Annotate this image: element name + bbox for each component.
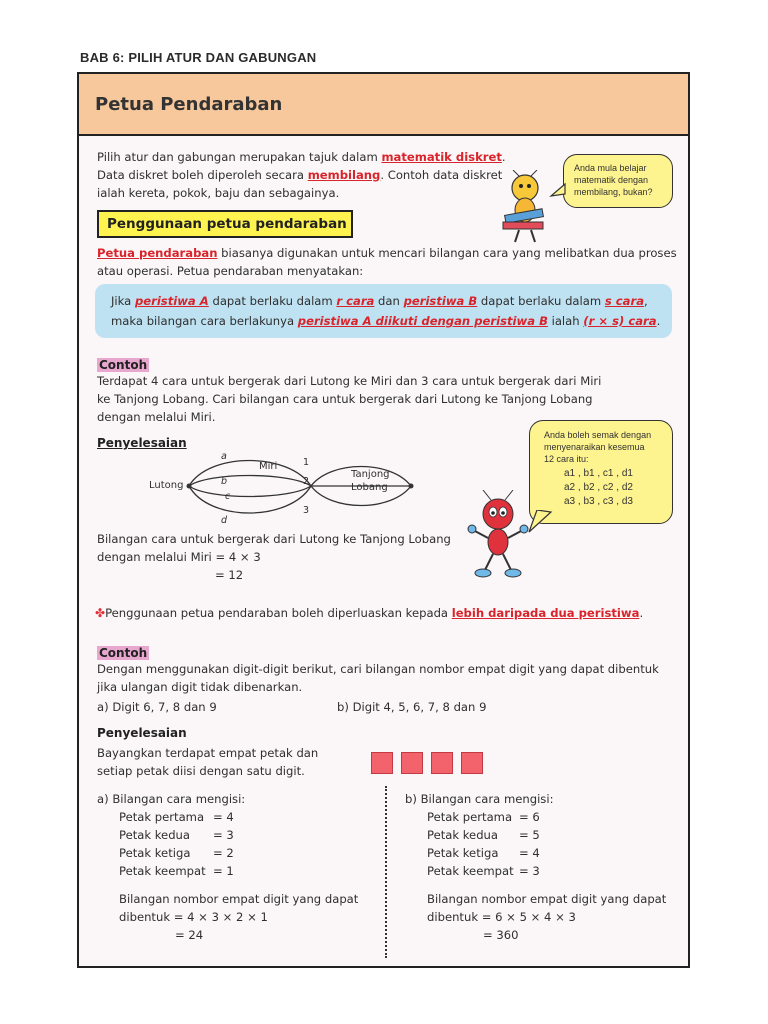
note-text: . — [639, 606, 644, 620]
section-title-bar — [79, 74, 688, 136]
part-b-row-1-label: Petak pertama — [427, 810, 513, 824]
subheading-box — [97, 210, 353, 238]
example-1-line-3: dengan melalui Miri. — [97, 410, 216, 424]
part-b-row-2-value: = 5 — [519, 828, 540, 842]
term-peristiwa-a: peristiwa A — [134, 294, 209, 308]
path-label-b: b — [221, 476, 228, 487]
part-b-row-4-value: = 3 — [519, 864, 540, 878]
rule-text: dapat berlaku dalam — [477, 294, 605, 308]
term-s-cara: s cara — [604, 294, 645, 308]
term-lebih-daripada-dua-peristiwa: lebih daripada dua peristiwa — [451, 606, 640, 620]
part-a-row-3-value: = 2 — [213, 846, 234, 860]
digit-box-4 — [461, 752, 483, 774]
path-label-1: 1 — [303, 457, 310, 468]
label-lobang: Lobang — [351, 482, 388, 493]
speech-bubble-tip — [563, 154, 673, 208]
rule-box — [95, 284, 672, 338]
rule-text: dan — [374, 294, 404, 308]
bubble-tail — [549, 182, 571, 204]
rule-intro-line-2: atau operasi. Petua pendaraban menyatakan: — [97, 264, 364, 278]
label-tanjong-lobang — [351, 468, 390, 494]
bubble-text: membilang, bukan? — [574, 187, 653, 197]
part-a-row-4-value: = 1 — [213, 864, 234, 878]
path-a — [189, 461, 311, 487]
digit-box-3 — [431, 752, 453, 774]
path-label-c: c — [225, 491, 231, 502]
solution-1-result-line-1: Bilangan cara untuk bergerak dari Lutong ke Tanjong Lobang — [97, 532, 451, 546]
part-a-row-1-label: Petak pertama — [119, 810, 205, 824]
example-1-line-2: ke Tanjong Lobang. Cari bilangan cara untuk bergerak dari Lutong ke Tanjong Lobang — [97, 392, 593, 406]
part-b-row-4-label: Petak keempat — [427, 864, 514, 878]
solution-2-label: Penyelesaian — [97, 726, 187, 740]
example-2-label — [97, 642, 149, 661]
intro-line-1 — [97, 148, 506, 166]
bubble-text: Anda mula belajar — [574, 163, 647, 173]
rule-intro-line-1 — [97, 244, 677, 262]
digit-box-2 — [401, 752, 423, 774]
part-a-formula-line-2: dibentuk = 4 × 3 × 2 × 1 — [119, 910, 268, 924]
intro-line-2 — [97, 166, 502, 184]
example-2-question-b: b) Digit 4, 5, 6, 7, 8 dan 9 — [337, 700, 487, 714]
part-b-row-3-value: = 4 — [519, 846, 540, 860]
label-tanjong: Tanjong — [351, 469, 390, 480]
speech-bubble-list — [529, 420, 673, 524]
intro-text: . — [501, 150, 506, 164]
solution-1-result-line-2: dengan melalui Miri = 4 × 3 — [97, 550, 261, 564]
node-tanjong-lobang — [409, 484, 414, 489]
digit-box-1 — [371, 752, 393, 774]
part-a-row-2-label: Petak kedua — [119, 828, 191, 842]
node-lutong — [187, 484, 192, 489]
rule-intro-text: biasanya digunakan untuk mencari bilangan cara yang melibatkan dua proses — [217, 246, 677, 260]
bubble-text: menyenaraikan kesemua — [544, 442, 645, 452]
rule-line-1 — [111, 292, 648, 310]
flower-bullet-icon: ✤ — [95, 606, 106, 620]
example-2-line-2: jika ulangan digit tidak dibenarkan. — [97, 680, 303, 694]
part-b-formula-line-2: dibentuk = 6 × 5 × 4 × 3 — [427, 910, 576, 924]
bubble-list-row: a1 , b1 , c1 , d1 — [564, 468, 633, 479]
rule-text: maka bilangan cara berlakunya — [111, 314, 298, 328]
bubble-list-row: a3 , b3 , c3 , d3 — [564, 496, 633, 507]
label-lutong: Lutong — [149, 480, 184, 491]
example-label-text: Contoh — [99, 358, 148, 372]
path-label-d: d — [221, 515, 228, 526]
section-title: Petua Pendaraban — [95, 94, 283, 115]
part-b-row-2-label: Petak kedua — [427, 828, 499, 842]
example-1-line-1: Terdapat 4 cara untuk bergerak dari Lutong ke Miri dan 3 cara untuk bergerak dari Miri — [97, 374, 602, 388]
part-b-row-1-value: = 6 — [519, 810, 540, 824]
part-a-heading: a) Bilangan cara mengisi: — [97, 792, 246, 806]
part-a-formula-line-3: = 24 — [175, 928, 204, 942]
rule-text: dapat berlaku dalam — [208, 294, 337, 308]
rule-line-2 — [111, 312, 660, 330]
term-a-diikuti-b: peristiwa A diikuti dengan peristiwa B — [297, 314, 548, 328]
rule-text: , — [644, 294, 648, 308]
solution-2-intro-line-2: setiap petak diisi dengan satu digit. — [97, 764, 305, 778]
bubble-text: Anda boleh semak dengan — [544, 430, 652, 440]
path-d — [189, 486, 311, 513]
term-r-cara: r cara — [336, 294, 375, 308]
term-matematik-diskret: matematik diskret — [381, 150, 502, 164]
term-peristiwa-b: peristiwa B — [403, 294, 478, 308]
intro-text: Data diskret boleh diperoleh secara — [97, 168, 308, 182]
bubble-text: 12 cara itu: — [544, 454, 589, 464]
part-b-heading: b) Bilangan cara mengisi: — [405, 792, 554, 806]
extension-note — [95, 604, 643, 622]
label-miri: Miri — [259, 461, 278, 472]
term-petua-pendaraban: Petua pendaraban — [97, 246, 218, 260]
rule-text: ialah — [547, 314, 584, 328]
column-divider — [385, 786, 387, 958]
solution-1-result-line-3: = 12 — [215, 568, 244, 582]
rule-text: . — [656, 314, 661, 328]
path-label-a: a — [221, 451, 227, 462]
part-b-row-3-label: Petak ketiga — [427, 846, 499, 860]
part-a-row-2-value: = 3 — [213, 828, 234, 842]
path-c — [189, 486, 311, 497]
path-b — [189, 476, 311, 487]
intro-text: Pilih atur dan gabungan merupakan tajuk dalam — [97, 150, 382, 164]
textbook-page — [77, 72, 690, 968]
term-membilang: membilang — [307, 168, 381, 182]
part-b-formula-line-1: Bilangan nombor empat digit yang dapat — [427, 892, 667, 906]
example-2-question-a: a) Digit 6, 7, 8 dan 9 — [97, 700, 217, 714]
intro-line-3: ialah kereta, pokok, baju dan sebagainya. — [97, 186, 340, 200]
subheading: Penggunaan petua pendaraban — [107, 216, 347, 232]
term-r-kali-s-cara: (r × s) cara — [583, 314, 657, 328]
example-2-line-1: Dengan menggunakan digit-digit berikut, cari bilangan nombor empat digit yang dapat dibentuk — [97, 662, 659, 676]
chapter-title: BAB 6: PILIH ATUR DAN GABUNGAN — [80, 50, 317, 65]
part-a-row-1-value: = 4 — [213, 810, 234, 824]
note-text: Penggunaan petua pendaraban boleh diperluaskan kepada — [105, 606, 452, 620]
bubble-list-row: a2 , b2 , c2 , d2 — [564, 482, 633, 493]
solution-2-intro-line-1: Bayangkan terdapat empat petak dan — [97, 746, 319, 760]
part-a-formula-line-1: Bilangan nombor empat digit yang dapat — [119, 892, 359, 906]
rule-text: Jika — [111, 294, 135, 308]
intro-text: . Contoh data diskret — [380, 168, 503, 182]
path-label-2: 2 — [303, 476, 310, 487]
part-b-formula-line-3: = 360 — [483, 928, 519, 942]
solution-1-label: Penyelesaian — [97, 436, 187, 450]
example-1-label — [97, 354, 149, 373]
part-a-row-3-label: Petak ketiga — [119, 846, 191, 860]
ant-mascot-waving-icon — [465, 490, 533, 582]
bubble-text: matematik dengan — [574, 175, 649, 185]
path-label-3: 3 — [303, 505, 310, 516]
example-label-text: Contoh — [99, 646, 148, 660]
part-a-row-4-label: Petak keempat — [119, 864, 206, 878]
